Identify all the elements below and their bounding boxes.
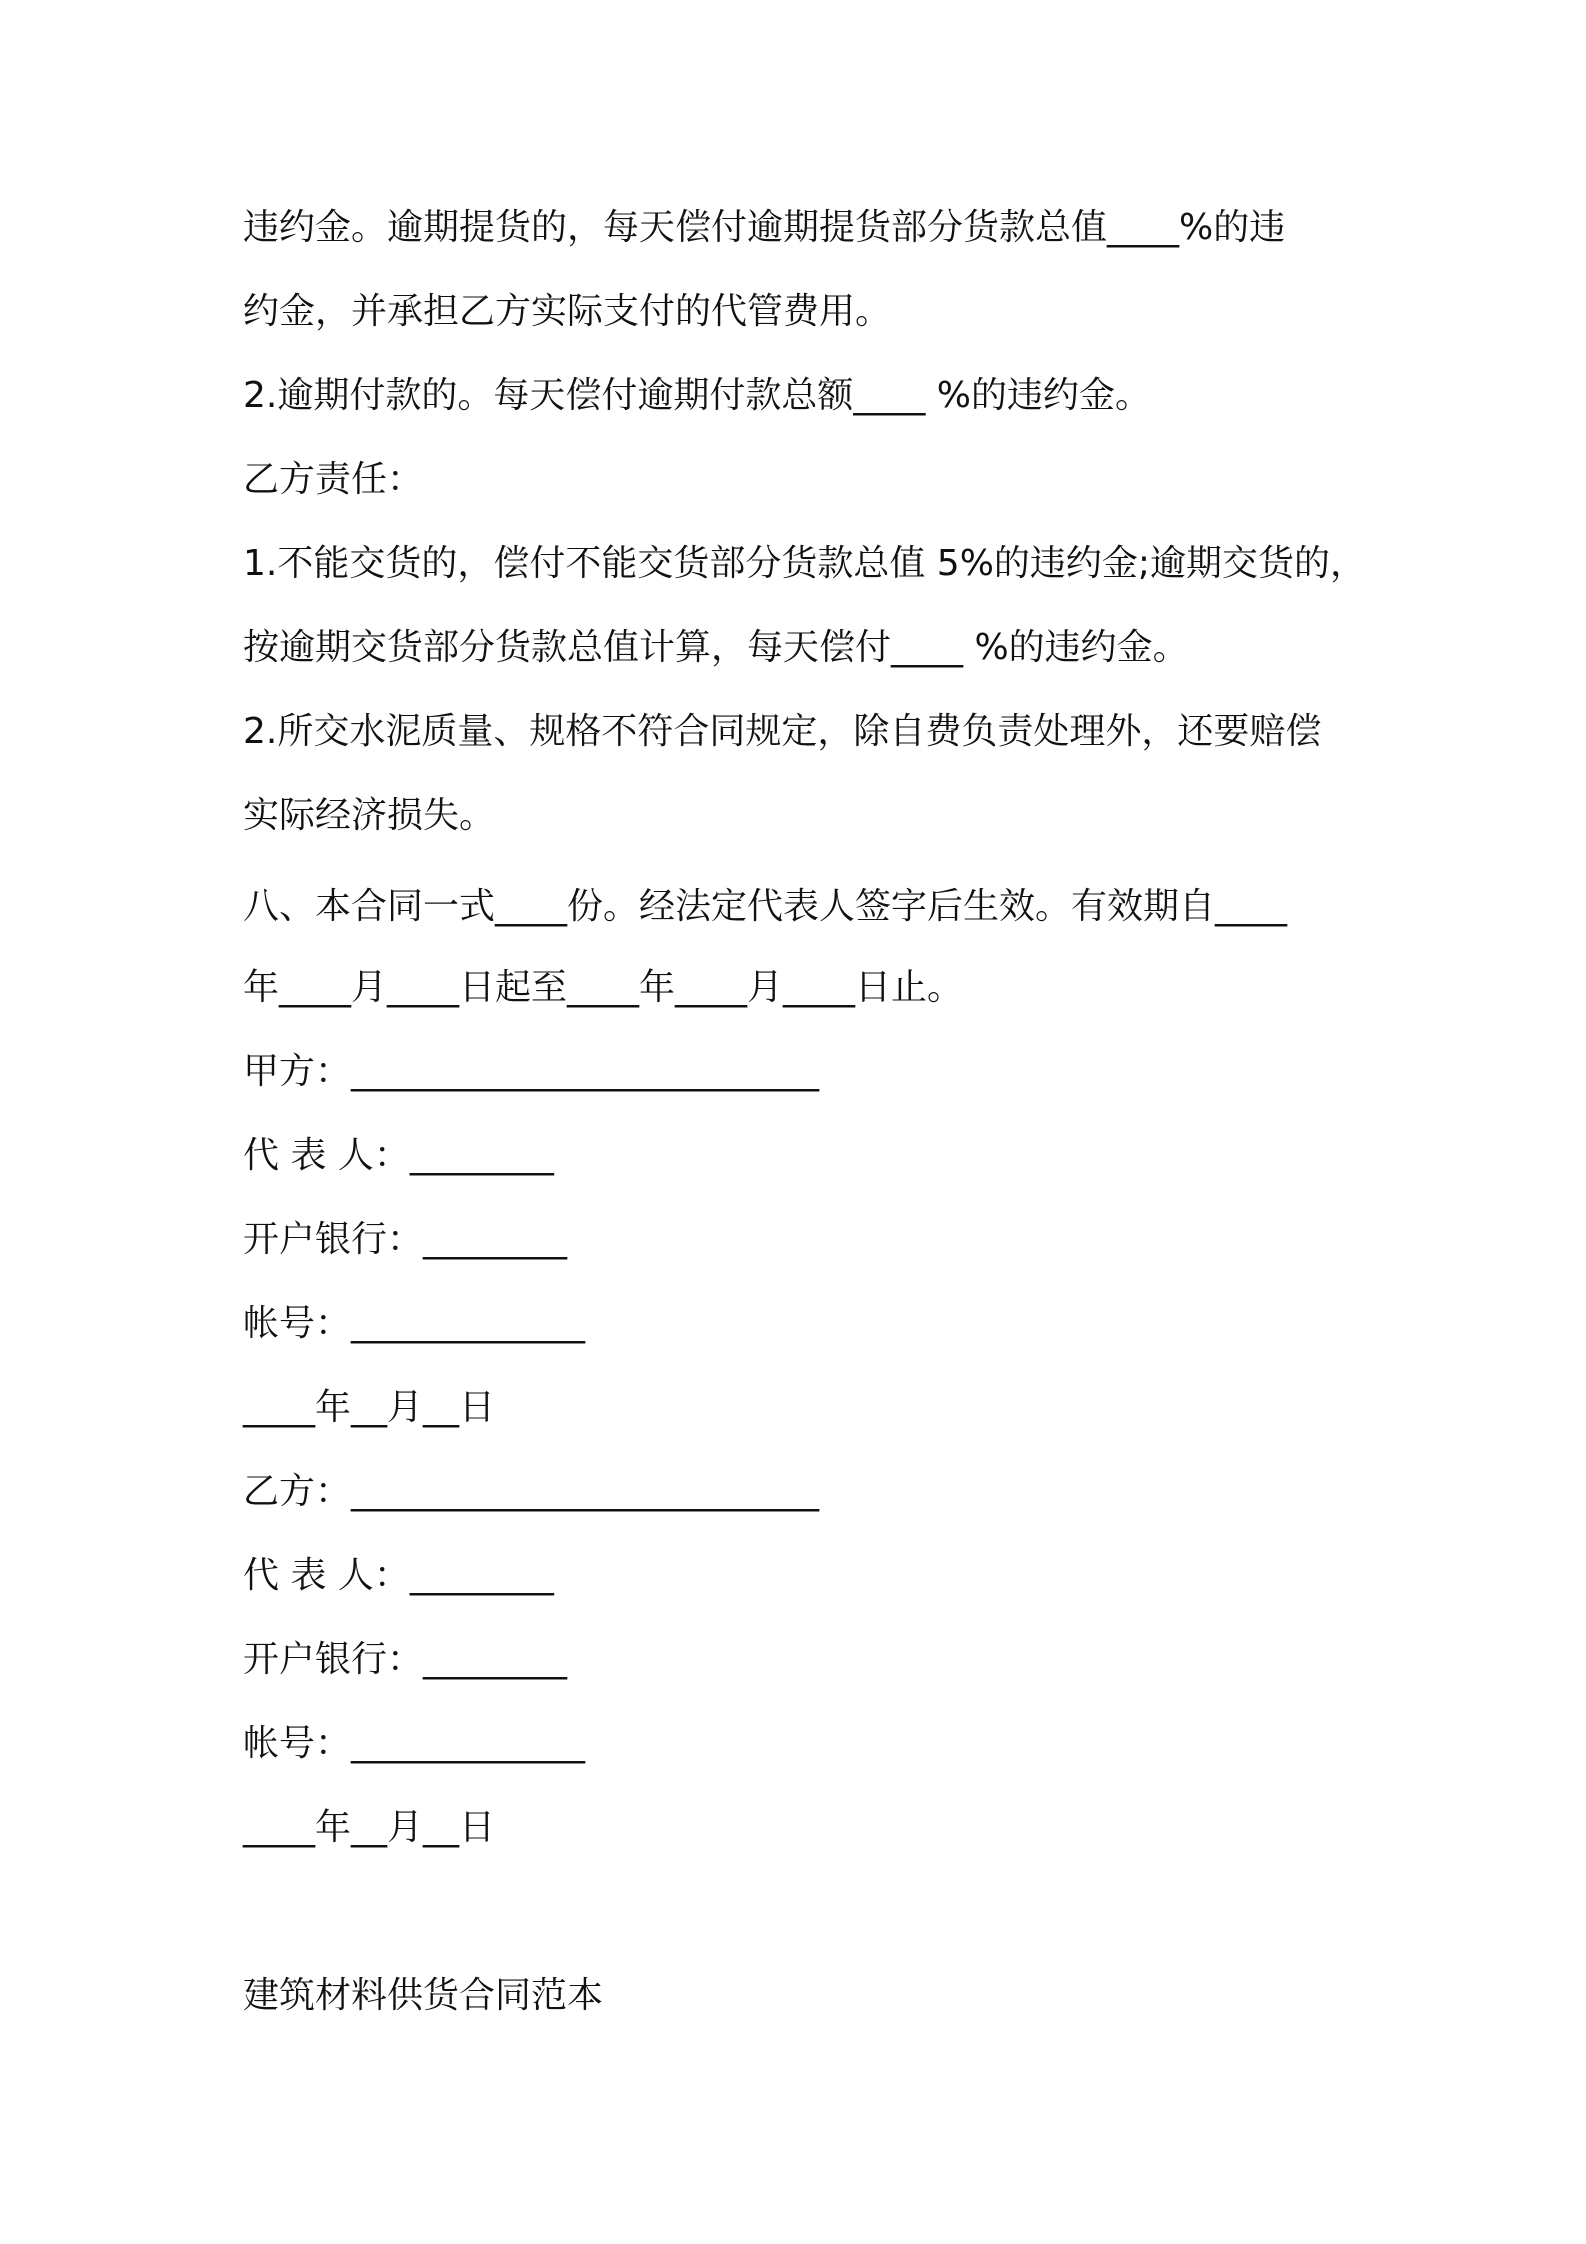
body-line-7: 2.所交水泥质量、规格不符合同规定，除自费负责处理外，还要赔偿 (243, 711, 1322, 752)
body-line-10: 年____月____日起至____年____月____日止。 (243, 967, 964, 1008)
party-a-representative-line: 代 表 人：________ (243, 1135, 554, 1176)
section-heading-party-b-duty: 乙方责任： (243, 459, 424, 500)
body-line-2: 约金，并承担乙方实际支付的代管费用。 (243, 291, 892, 332)
body-line-8: 实际经济损失。 (243, 795, 496, 836)
body-line-5: 1.不能交货的，偿付不能交货部分货款总值 5%的违约金;逾期交货的， (243, 543, 1367, 584)
party-b-date-line: ____年__月__日 (243, 1807, 496, 1848)
party-b-representative-line: 代 表 人：________ (243, 1555, 554, 1596)
party-a-name-line: 甲方：__________________________ (243, 1051, 820, 1092)
next-document-title: 建筑材料供货合同范本 (243, 1975, 604, 2016)
body-line-3: 2.逾期付款的。每天偿付逾期付款总额____ %的违约金。 (243, 375, 1151, 416)
body-line-9: 八、本合同一式____份。经法定代表人签字后生效。有效期自____ (243, 886, 1288, 927)
party-b-account-line: 帐号：_____________ (243, 1723, 586, 1764)
party-b-name-line: 乙方：__________________________ (243, 1471, 820, 1512)
body-line-1: 违约金。逾期提货的，每天偿付逾期提货部分货款总值____%的违 (243, 207, 1286, 248)
body-line-6: 按逾期交货部分货款总值计算，每天偿付____ %的违约金。 (243, 627, 1189, 668)
party-b-bank-line: 开户银行：________ (243, 1639, 568, 1680)
party-a-account-line: 帐号：_____________ (243, 1303, 586, 1344)
party-a-date-line: ____年__月__日 (243, 1387, 496, 1428)
party-a-bank-line: 开户银行：________ (243, 1219, 568, 1260)
